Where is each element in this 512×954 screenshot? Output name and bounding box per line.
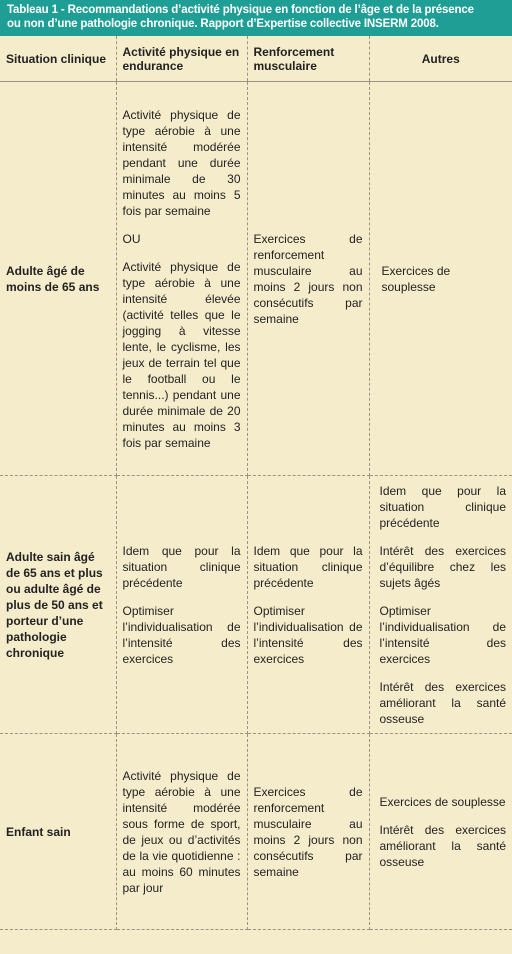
cell-autres xyxy=(369,476,512,734)
cell-text: Exercices de souplesse xyxy=(381,263,451,294)
table-title-line-1: Tableau 1 - Recommandations d’activité physique en fonction de l’âge et de la présence xyxy=(7,4,474,16)
recommendations-table xyxy=(0,36,512,930)
cell-endurance xyxy=(116,476,247,734)
cell-text: Optimiser l’individualisation de l’intensité des exercices xyxy=(379,603,506,666)
cell-renforcement xyxy=(247,476,369,734)
table-row xyxy=(0,82,512,476)
cell-situation: Adulte sain âgé de 65 ans et plus ou adulte âgé de plus de 50 ans et porteur d’une pathologie chronique xyxy=(0,476,116,734)
cell-text: Activité physique de type aérobie à une intensité modérée sous forme de sport, de jeux ou d’activités de la vie quotidienne : au moins 60 minutes par jour xyxy=(122,768,241,895)
cell-text: Idem que pour la situation clinique précédente xyxy=(253,543,363,590)
cell-text: Activité physique de type aérobie à une intensité élevée (activité telles que le jogging à vitesse lente, le cyclisme, les jeux de terrain tel que le football ou le tennis...) pendant une durée minimale de 20 minutes au moins 3 fois par semaine xyxy=(122,259,241,450)
cell-situation: Adulte âgé de moins de 65 ans xyxy=(0,82,116,476)
table-title-line-2: ou non d’une pathologie chronique. Rapport d’Expertise collective INSERM 2008. xyxy=(7,18,439,30)
header-renforcement: Renforcement musculaire xyxy=(247,36,369,82)
table-row xyxy=(0,734,512,930)
cell-text: Activité physique de type aérobie à une intensité modérée pendant une durée minimale de 30 minutes au moins 5 fois par semaine xyxy=(122,107,241,218)
cell-text: Intérêt des exercices d’équilibre chez les sujets âgés xyxy=(379,543,506,590)
header-endurance: Activité physique en endurance xyxy=(116,36,247,82)
cell-renforcement xyxy=(247,734,369,930)
header-situation: Situation clinique xyxy=(0,36,116,82)
cell-text: Exercices de renforcement musculaire au moins 2 jours non consécutifs par semaine xyxy=(253,784,363,879)
cell-text: Exercices de renforcement musculaire au moins 2 jours non consécutifs par semaine xyxy=(253,231,363,326)
cell-text: Idem que pour la situation clinique précédente xyxy=(379,483,506,530)
cell-text: Intérêt des exercices améliorant la santé osseuse xyxy=(379,679,506,726)
cell-autres xyxy=(369,82,512,476)
cell-text: Exercices de souplesse xyxy=(379,794,506,809)
cell-situation: Enfant sain xyxy=(0,734,116,930)
cell-text: OU xyxy=(122,231,141,246)
cell-renforcement xyxy=(247,82,369,476)
cell-endurance xyxy=(116,82,247,476)
cell-endurance xyxy=(116,734,247,930)
header-row xyxy=(0,36,512,82)
cell-text: Optimiser l’individualisation de l’intensité des exercices xyxy=(122,603,241,666)
table-row xyxy=(0,476,512,734)
table-title xyxy=(0,0,512,36)
header-autres: Autres xyxy=(369,36,512,82)
cell-text: Optimiser l’individualisation de l’intensité des exercices xyxy=(253,603,363,666)
cell-text: Intérêt des exercices améliorant la santé osseuse xyxy=(379,822,506,869)
cell-text: Idem que pour la situation clinique précédente xyxy=(122,543,241,590)
cell-autres xyxy=(369,734,512,930)
